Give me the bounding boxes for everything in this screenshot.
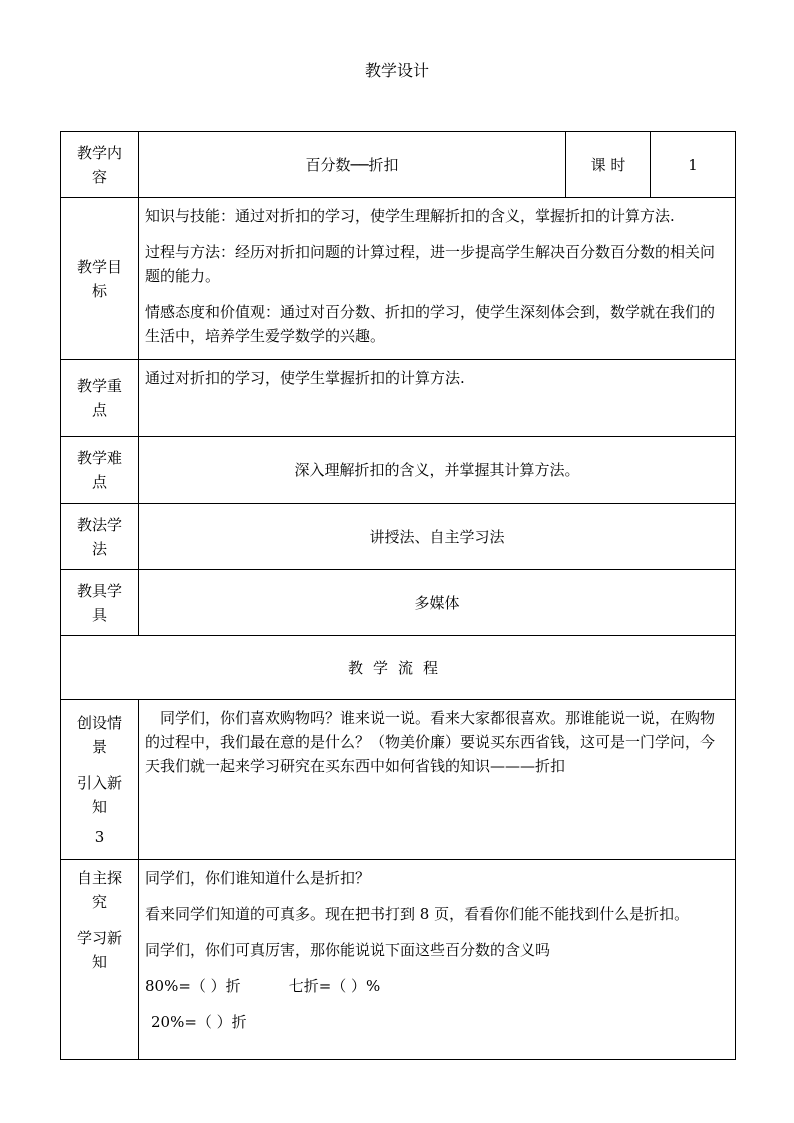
- document-title: 教学设计: [364, 61, 429, 80]
- exercise-20-percent: 20%=（ ）折: [151, 1013, 247, 1031]
- label-goals: 教学目 标: [61, 198, 139, 360]
- methods-cell: 讲授法、自主学习法: [139, 504, 736, 570]
- row-difficult-points: [61, 437, 736, 504]
- period-value: 1: [651, 132, 736, 198]
- row-intro: [61, 700, 736, 860]
- row-content: [61, 132, 736, 198]
- key-points-cell: 通过对折扣的学习，使学生掌握折扣的计算方法.: [139, 360, 736, 437]
- period-label: 课 时: [566, 132, 651, 198]
- goal-knowledge: 知识与技能：通过对折扣的学习，使学生理解折扣的含义，掌握折扣的计算方法.: [145, 207, 675, 225]
- row-methods: [61, 504, 736, 570]
- row-explore: [61, 860, 736, 1060]
- label-difficult-points: 教学难 点: [61, 437, 139, 504]
- intro-text: 同学们，你们喜欢购物吗？谁来说一说。看来大家都很喜欢。那谁能说一说，在购物的过程中，我们最在意的是什么？（物美价廉）要说买东西省钱，这可是一门学问，今天我们就一起来学习研究在买东西中如何省钱的知识———折扣: [145, 709, 716, 775]
- row-key-points: [61, 360, 736, 437]
- goals-cell: [139, 198, 736, 360]
- topic-cell: 百分数──折扣: [139, 132, 566, 198]
- difficult-points-cell: 深入理解折扣的含义，并掌握其计算方法。: [139, 437, 736, 504]
- row-flow-heading: [61, 636, 736, 700]
- label-key-points: 教学重 点: [61, 360, 139, 437]
- exercise-80-percent: 80%=（ ）折: [145, 977, 241, 995]
- explore-instruction: 看来同学们知道的可真多。现在把书打到 8 页，看看你们能不能找到什么是折扣。: [145, 905, 690, 923]
- exercise-line-1: [145, 974, 727, 998]
- label-intro: 创设情 景 引入新 知 3: [61, 700, 139, 860]
- goal-process: 过程与方法：经历对折扣问题的计算过程，进一步提高学生解决百分数百分数的相关问题的能力。: [145, 243, 716, 285]
- label-tools: 教具学 具: [61, 570, 139, 636]
- goal-attitude: 情感态度和价值观：通过对百分数、折扣的学习，使学生深刻体会到，数学就在我们的生活中，培养学生爱学数学的兴趣。: [145, 303, 716, 345]
- row-tools: [61, 570, 736, 636]
- explore-cell: [139, 860, 736, 1060]
- lesson-plan-table: [60, 131, 736, 1060]
- label-explore: 自主探 究 学习新 知: [61, 860, 139, 1060]
- explore-question: 同学们，你们谁知道什么是折扣？: [145, 869, 371, 887]
- label-methods: 教法学 法: [61, 504, 139, 570]
- row-goals: [61, 198, 736, 360]
- label-content: 教学内 容: [61, 132, 139, 198]
- tools-cell: 多媒体: [139, 570, 736, 636]
- exercise-seven-zhe: 七折=（ ）%: [288, 977, 381, 995]
- explore-prompt: 同学们，你们可真厉害，那你能说说下面这些百分数的含义吗: [145, 941, 551, 959]
- intro-cell: [139, 700, 736, 860]
- flow-heading: 教学流程: [61, 636, 736, 700]
